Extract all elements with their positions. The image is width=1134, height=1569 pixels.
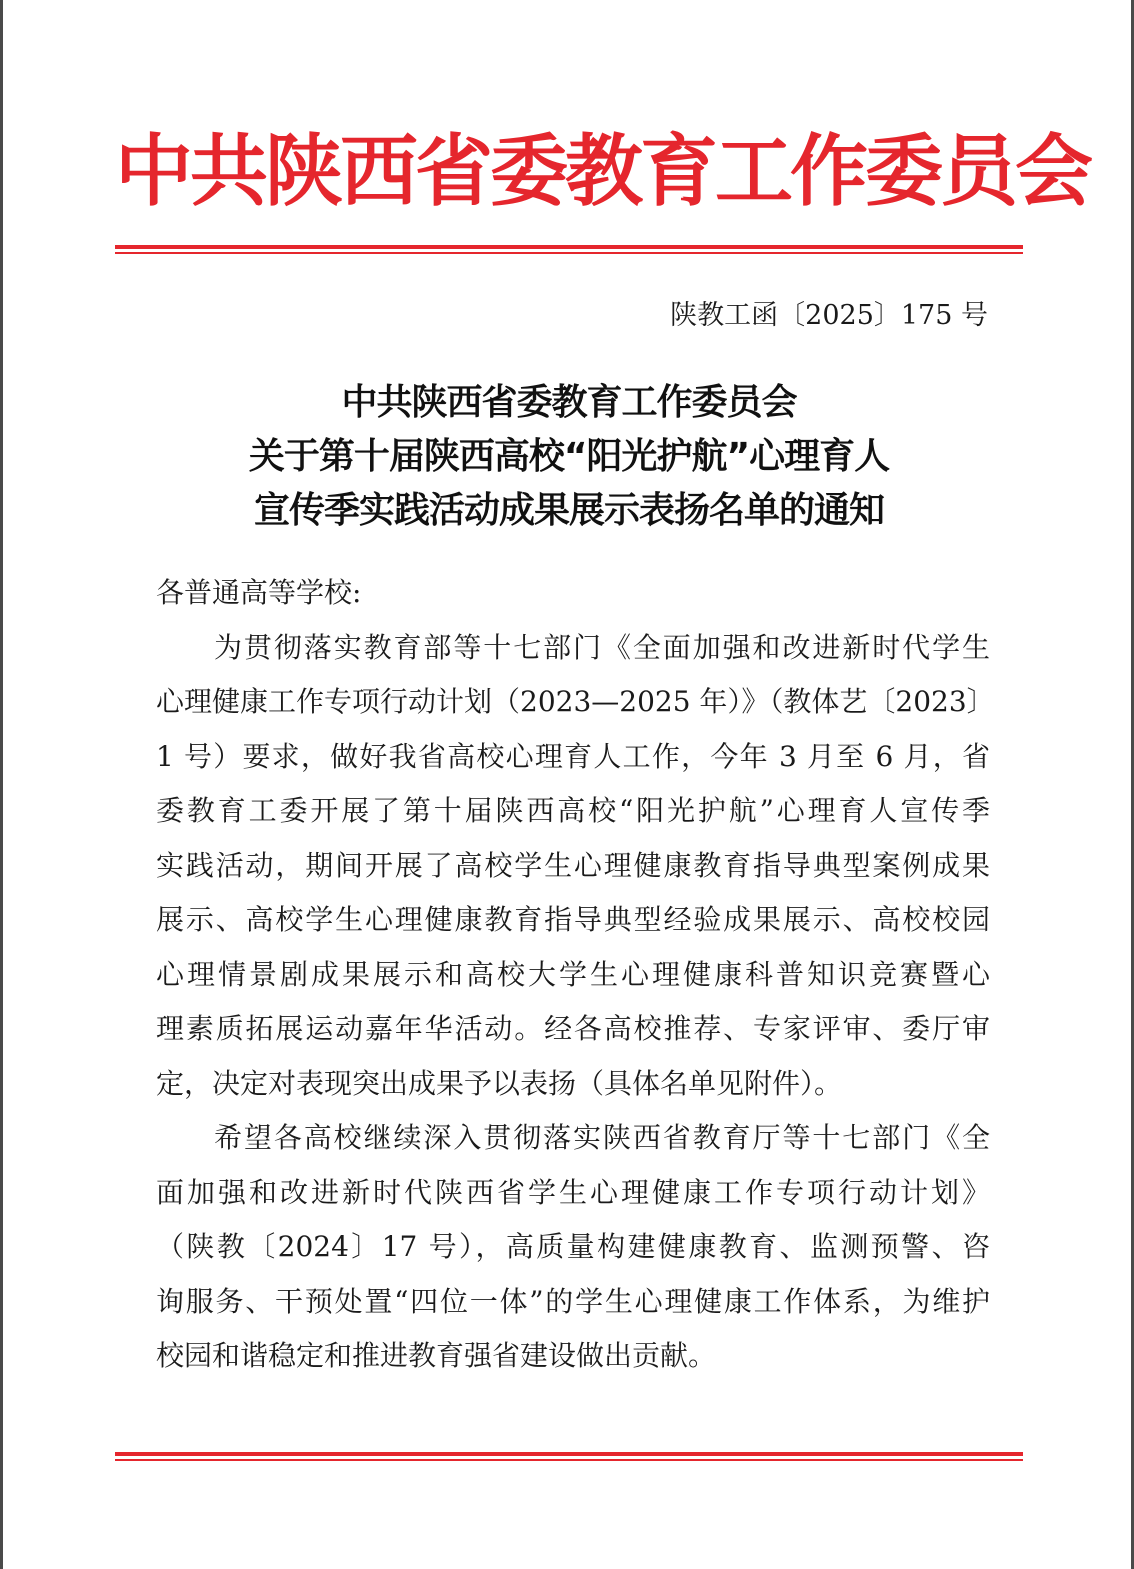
paragraph-line: 委教育工委开展了第十届陕西高校“阳光护航”心理育人宣传季 — [156, 794, 990, 827]
paragraph-line: 展示、高校学生心理健康教育指导典型经验成果展示、高校校园 — [156, 903, 990, 936]
salutation: 各普通高等学校: — [156, 576, 362, 609]
masthead-divider-top — [115, 245, 1023, 249]
document-title — [115, 376, 1023, 538]
paragraph-2 — [156, 1111, 990, 1384]
document-number: 陕教工函〔2025〕175 号 — [670, 300, 988, 331]
paragraph-line: 心理情景剧成果展示和高校大学生心理健康科普知识竞赛暨心 — [156, 957, 990, 991]
paragraph-line: 为贯彻落实教育部等十七部门《全面加强和改进新时代学生 — [214, 630, 990, 664]
red-masthead: 中共陕西省委教育工作委员会 — [115, 126, 1091, 217]
paragraph-1 — [156, 621, 995, 1112]
document-body — [156, 566, 995, 1384]
title-line: 关于第十届陕西高校“阳光护航”心理育人 — [248, 436, 890, 477]
title-line: 中共陕西省委教育工作委员会 — [341, 382, 797, 423]
paragraph-line: 实践活动，期间开展了高校学生心理健康教育指导典型案例成果 — [156, 848, 990, 882]
title-line: 宣传季实践活动成果展示表扬名单的通知 — [253, 490, 884, 531]
paragraph-line: 询服务、干预处置“四位一体”的学生心理健康工作体系，为维护 — [156, 1284, 990, 1318]
footer-divider-bottom — [115, 1452, 1023, 1456]
paragraph-line: 定，决定对表现突出成果予以表扬（具体名单见附件）。 — [156, 1066, 843, 1100]
paragraph-line: 校园和谐稳定和推进教育强省建设做出贡献。 — [156, 1339, 717, 1372]
paragraph-line: 面加强和改进新时代陕西省学生心理健康工作专项行动计划》 — [156, 1175, 990, 1209]
paragraph-line: 理素质拓展运动嘉年华活动。经各高校推荐、专家评审、委厅审 — [156, 1012, 990, 1045]
paragraph-line: 1 号）要求，做好我省高校心理育人工作，今年 3 月至 6 月，省 — [156, 739, 990, 773]
paragraph-line: （陕教〔2024〕17 号），高质量构建健康教育、监测预警、咨 — [156, 1230, 990, 1263]
paragraph-line: 希望各高校继续深入贯彻落实陕西省教育厅等十七部门《全 — [214, 1121, 990, 1154]
paragraph-line: 心理健康工作专项行动计划（2023—2025 年）》（教体艺〔2023〕 — [156, 685, 995, 718]
page-left-edge — [0, 0, 3, 1569]
